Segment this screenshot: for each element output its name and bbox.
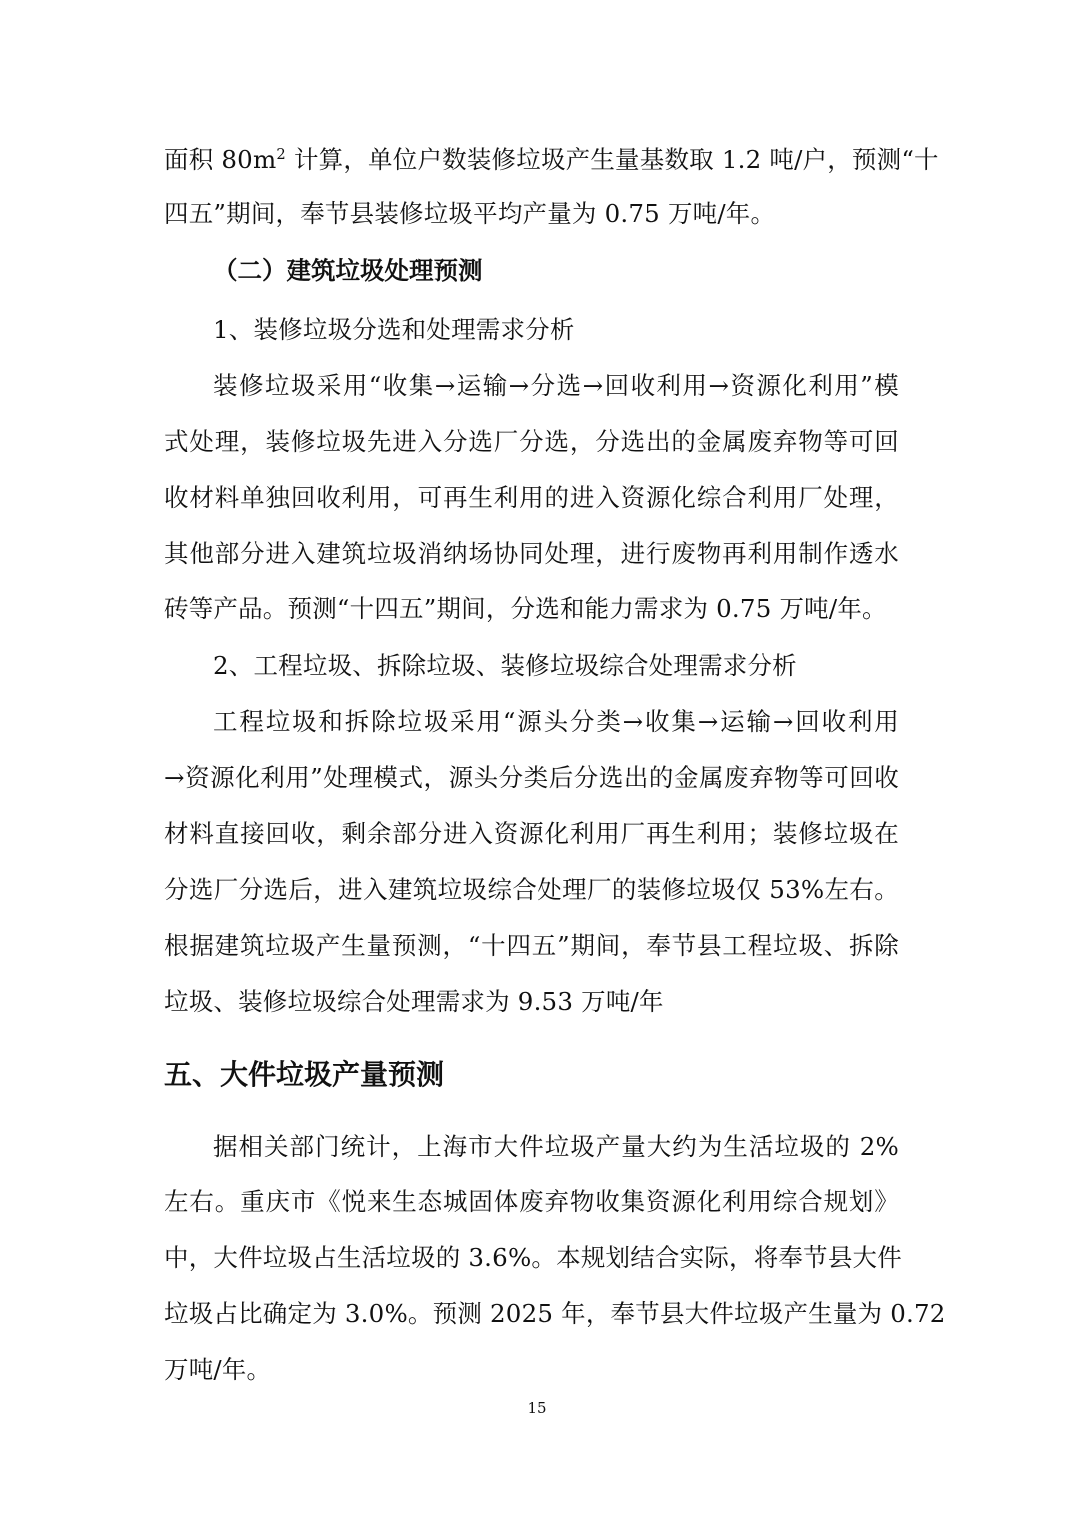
text-run: 面积 80m [164, 145, 277, 174]
superscript: 2 [276, 145, 286, 163]
paragraph-line: 收材料单独回收利用，可再生利用的进入资源化综合利用厂处理， [164, 483, 899, 512]
paragraph-line: 根据建筑垃圾产生量预测，“十四五”期间，奉节县工程垃圾、拆除 [164, 931, 899, 960]
paragraph-line: 材料直接回收，剩余部分进入资源化利用厂再生利用；装修垃圾在 [164, 819, 899, 848]
item-title: 2、工程垃圾、拆除垃圾、装修垃圾综合处理需求分析 [213, 651, 797, 680]
paragraph-line: 垃圾占比确定为 3.0%。预测 2025 年，奉节县大件垃圾产生量为 0.72 [164, 1299, 946, 1328]
paragraph-line: 其他部分进入建筑垃圾消纳场协同处理，进行废物再利用制作透水 [164, 539, 899, 568]
section-heading: （二）建筑垃圾处理预测 [213, 256, 483, 285]
text-run: 计算，单位户数装修垃圾产生量基数取 1.2 吨/户，预测“十 [285, 145, 939, 174]
paragraph-line: 据相关部门统计，上海市大件垃圾产量大约为生活垃圾的 2% [213, 1132, 899, 1161]
chapter-heading: 五、大件垃圾产量预测 [164, 1058, 445, 1091]
paragraph-line: 砖等产品。预测“十四五”期间，分选和能力需求为 0.75 万吨/年。 [164, 594, 887, 623]
paragraph-line: 装修垃圾采用“收集→运输→分选→回收利用→资源化利用”模 [213, 371, 899, 400]
paragraph-line: →资源化利用”处理模式，源头分类后分选出的金属废弃物等可回收 [164, 763, 899, 792]
paragraph-line: 万吨/年。 [164, 1355, 272, 1384]
paragraph-line [164, 143, 939, 177]
paragraph-line: 中，大件垃圾占生活垃圾的 3.6%。本规划结合实际，将奉节县大件 [164, 1243, 902, 1272]
page-number: 15 [527, 1399, 547, 1417]
paragraph-line: 分选厂分选后，进入建筑垃圾综合处理厂的装修垃圾仅 53%左右。 [164, 875, 899, 904]
paragraph-line: 垃圾、装修垃圾综合处理需求为 9.53 万吨/年 [164, 987, 664, 1016]
paragraph-line: 式处理，装修垃圾先进入分选厂分选，分选出的金属废弃物等可回 [164, 427, 899, 456]
paragraph-line: 工程垃圾和拆除垃圾采用“源头分类→收集→运输→回收利用 [213, 707, 899, 736]
item-title: 1、装修垃圾分选和处理需求分析 [213, 315, 575, 344]
paragraph-line: 左右。重庆市《悦来生态城固体废弃物收集资源化利用综合规划》 [164, 1187, 899, 1216]
paragraph-line: 四五”期间，奉节县装修垃圾平均产量为 0.75 万吨/年。 [164, 199, 776, 228]
